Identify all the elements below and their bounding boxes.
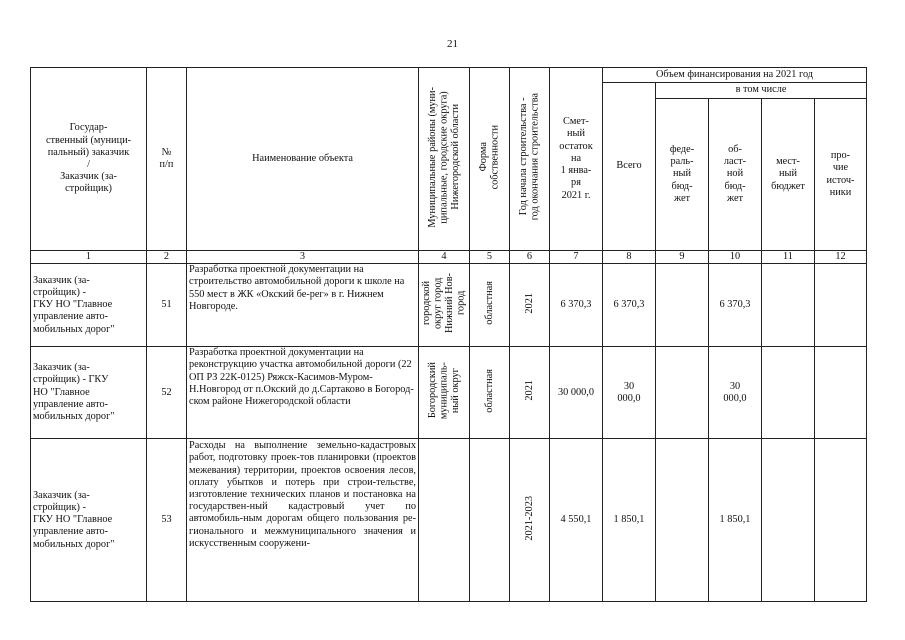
header-customer: Государ- ственный (муници- пальный) заказчик / Заказчик (за- стройщик) <box>31 68 147 251</box>
header-regional: об- ласт- ной бюд- жет <box>709 99 762 251</box>
row-years: 2021 <box>510 264 550 347</box>
column-number: 9 <box>656 251 709 264</box>
row-regional: 30 000,0 <box>709 347 762 439</box>
row-other <box>815 439 867 602</box>
row-num: 53 <box>147 439 187 602</box>
row-customer: Заказчик (за- стройщик) - ГКУ НО "Главное управление авто- мобильных дорог" <box>31 347 147 439</box>
row-other <box>815 264 867 347</box>
column-number: 10 <box>709 251 762 264</box>
row-object: Разработка проектной документации на строительство автомобильной дороги к школе на 550 мест в ЖК «Окский бе-рег» в г. Нижнем Новгороде. <box>187 264 419 347</box>
row-customer: Заказчик (за- стройщик) - ГКУ НО "Главное управление авто- мобильных дорог" <box>31 439 147 602</box>
row-ownership: областная <box>470 264 510 347</box>
row-ownership: областная <box>470 347 510 439</box>
table-row <box>31 264 867 347</box>
row-district <box>419 439 470 602</box>
header-districts: Муниципальные районы (муни- ципальные, городские округа) Нижегородской области <box>419 68 470 251</box>
page-number: 21 <box>447 38 458 50</box>
header-ownership: Форма собственности <box>470 68 510 251</box>
row-local <box>762 347 815 439</box>
row-district: городской округ город Нижний Нов- город <box>419 264 470 347</box>
column-number: 5 <box>470 251 510 264</box>
financing-table <box>30 67 867 602</box>
header-total: Всего <box>603 83 656 251</box>
header-including: в том числе <box>656 83 867 99</box>
header-years: Год начала строительства - год окончания строительства <box>510 68 550 251</box>
table-row <box>31 439 867 602</box>
row-local <box>762 439 815 602</box>
row-ownership <box>470 439 510 602</box>
column-numbers-row <box>31 251 867 264</box>
row-district: Богородский муниципаль- ный округ <box>419 347 470 439</box>
column-number: 4 <box>419 251 470 264</box>
column-number: 7 <box>550 251 603 264</box>
column-number: 8 <box>603 251 656 264</box>
row-total: 1 850,1 <box>603 439 656 602</box>
table-row <box>31 347 867 439</box>
row-total: 6 370,3 <box>603 264 656 347</box>
row-customer: Заказчик (за- стройщик) - ГКУ НО "Главное управление авто- мобильных дорог" <box>31 264 147 347</box>
row-object: Разработка проектной документации на реконструкцию участка автомобильной дороги (22 ОП РЗ 22К-0125) Ряжск-Касимов-Муром-Н.Новгород от п.Окский до д.Сартаково в Богород-ском районе Нижегородской области <box>187 347 419 439</box>
row-regional: 1 850,1 <box>709 439 762 602</box>
row-other <box>815 347 867 439</box>
row-years: 2021 <box>510 347 550 439</box>
row-balance: 30 000,0 <box>550 347 603 439</box>
header-balance: Смет- ный остаток на 1 янва- ря 2021 г. <box>550 68 603 251</box>
row-balance: 4 550,1 <box>550 439 603 602</box>
column-number: 2 <box>147 251 187 264</box>
row-federal <box>656 264 709 347</box>
row-num: 52 <box>147 347 187 439</box>
row-years: 2021-2023 <box>510 439 550 602</box>
row-federal <box>656 347 709 439</box>
header-local: мест- ный бюджет <box>762 99 815 251</box>
column-number: 12 <box>815 251 867 264</box>
column-number: 6 <box>510 251 550 264</box>
column-number: 1 <box>31 251 147 264</box>
header-federal: феде- раль- ный бюд- жет <box>656 99 709 251</box>
header-object: Наименование объекта <box>187 68 419 251</box>
column-number: 11 <box>762 251 815 264</box>
row-object: Расходы на выполнение земельно-кадастровых работ, подготовку проек-тов планировки (проектов межевания) территории, проектов освоения лесов, оплату убытков и потерь при строи-тельстве, изготовление технических планов и постановка на государствен-ный кадастровый учет по автомобиль-ным дорогам общего пользования ре-гионального и межмуниципального значения и искусственным сооружени- <box>187 439 419 602</box>
row-local <box>762 264 815 347</box>
header-funding-group: Объем финансирования на 2021 год <box>603 68 867 83</box>
row-balance: 6 370,3 <box>550 264 603 347</box>
row-total: 30 000,0 <box>603 347 656 439</box>
header-num: № п/п <box>147 68 187 251</box>
row-federal <box>656 439 709 602</box>
column-number: 3 <box>187 251 419 264</box>
header-other: про- чие источ- ники <box>815 99 867 251</box>
row-num: 51 <box>147 264 187 347</box>
row-regional: 6 370,3 <box>709 264 762 347</box>
